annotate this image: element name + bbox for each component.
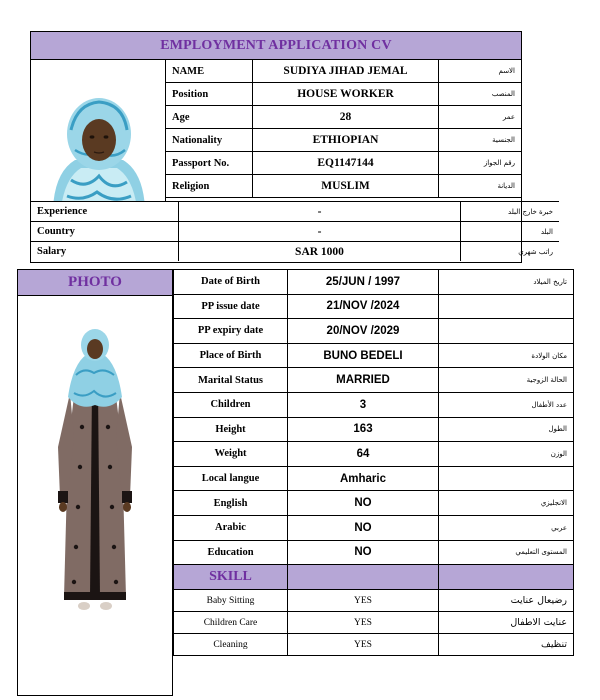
- field-value: SUDIYA JIHAD JEMAL: [252, 60, 438, 83]
- field-value: EQ1147144: [252, 152, 438, 175]
- field-label-arabic: [439, 466, 574, 491]
- field-value: 3: [288, 392, 439, 417]
- table-row: [174, 491, 574, 516]
- field-label: Local langue: [174, 466, 288, 491]
- field-value: BUNO BEDELI: [288, 343, 439, 368]
- photo-title: PHOTO: [68, 274, 122, 290]
- table-row: [174, 319, 574, 344]
- headshot-photo: [31, 60, 166, 201]
- field-value: -: [179, 202, 461, 222]
- field-label: Date of Birth: [174, 270, 288, 295]
- field-label-arabic: راتب شهري: [461, 242, 560, 262]
- field-label: PP expiry date: [174, 319, 288, 344]
- full-photo-panel: [17, 269, 173, 696]
- table-row: [174, 417, 574, 442]
- table-row: [166, 60, 521, 83]
- skill-header-row: [174, 565, 574, 590]
- field-label-arabic: عمر: [439, 106, 521, 129]
- field-value: -: [179, 222, 461, 242]
- field-label: Education: [174, 540, 288, 565]
- skill-value: YES: [288, 634, 439, 656]
- table-row: [166, 106, 521, 129]
- details-table: [173, 269, 574, 656]
- headshot-image: [31, 60, 165, 201]
- field-label-arabic: عربي: [439, 515, 574, 540]
- field-label-arabic: الحالة الزوجية: [439, 368, 574, 393]
- photo-header: [18, 270, 172, 296]
- table-row: [174, 294, 574, 319]
- title-bar: [31, 32, 521, 60]
- field-value: 163: [288, 417, 439, 442]
- skill-value: YES: [288, 612, 439, 634]
- field-label-arabic: [439, 294, 574, 319]
- skill-row: [174, 590, 574, 612]
- table-row: [166, 175, 521, 198]
- field-label-arabic: الوزن: [439, 442, 574, 467]
- skill-label: Cleaning: [174, 634, 288, 656]
- field-label: Religion: [166, 175, 252, 198]
- table-row: [31, 222, 559, 242]
- field-label: Marital Status: [174, 368, 288, 393]
- field-value: NO: [288, 515, 439, 540]
- field-value: 25/JUN / 1997: [288, 270, 439, 295]
- field-value: HOUSE WORKER: [252, 83, 438, 106]
- table-row: [174, 466, 574, 491]
- field-label: Arabic: [174, 515, 288, 540]
- field-label: Weight: [174, 442, 288, 467]
- field-label-arabic: الاسم: [439, 60, 521, 83]
- table-row: [166, 129, 521, 152]
- field-label: English: [174, 491, 288, 516]
- table-row: [174, 270, 574, 295]
- table-row: [174, 515, 574, 540]
- field-value: MARRIED: [288, 368, 439, 393]
- field-value: SAR 1000: [179, 242, 461, 262]
- field-label-arabic: المنصب: [439, 83, 521, 106]
- field-label: PP issue date: [174, 294, 288, 319]
- field-label: Experience: [31, 202, 179, 222]
- skill-title: SKILL: [174, 565, 288, 590]
- skill-label: Baby Sitting: [174, 590, 288, 612]
- field-value: ETHIOPIAN: [252, 129, 438, 152]
- experience-table: [31, 201, 559, 261]
- skill-label-arabic: عنايت الاطفال: [439, 612, 574, 634]
- field-label: Salary: [31, 242, 179, 262]
- table-row: [166, 152, 521, 175]
- field-label-arabic: الانجليزي: [439, 491, 574, 516]
- field-value: Amharic: [288, 466, 439, 491]
- field-label: Place of Birth: [174, 343, 288, 368]
- field-value: 64: [288, 442, 439, 467]
- field-label: Country: [31, 222, 179, 242]
- table-row: [31, 202, 559, 222]
- field-label-arabic: [439, 319, 574, 344]
- field-label: Nationality: [166, 129, 252, 152]
- field-label: Position: [166, 83, 252, 106]
- field-value: NO: [288, 540, 439, 565]
- field-label: Height: [174, 417, 288, 442]
- table-row: [174, 540, 574, 565]
- personal-info-table: [166, 60, 521, 198]
- full-body-photo: [18, 297, 172, 695]
- table-row: [174, 442, 574, 467]
- field-label-arabic: البلد: [461, 222, 560, 242]
- field-value: MUSLIM: [252, 175, 438, 198]
- skill-row: [174, 634, 574, 656]
- field-label-arabic: الطول: [439, 417, 574, 442]
- field-value: 21/NOV /2024: [288, 294, 439, 319]
- field-value: 28: [252, 106, 438, 129]
- skill-label-arabic: تنظيف: [439, 634, 574, 656]
- field-label-arabic: خبرة خارج البلد: [461, 202, 560, 222]
- table-row: [31, 242, 559, 262]
- skill-header-spacer: [288, 565, 439, 590]
- field-label-arabic: الجنسية: [439, 129, 521, 152]
- table-row: [174, 343, 574, 368]
- page-title: EMPLOYMENT APPLICATION CV: [160, 37, 392, 53]
- field-label-arabic: الديانة: [439, 175, 521, 198]
- field-label-arabic: المستوى التعليمي: [439, 540, 574, 565]
- field-label-arabic: عدد الأطفال: [439, 392, 574, 417]
- skill-value: YES: [288, 590, 439, 612]
- field-value: 20/NOV /2029: [288, 319, 439, 344]
- skill-header-spacer: [439, 565, 574, 590]
- field-label: NAME: [166, 60, 252, 83]
- table-row: [174, 368, 574, 393]
- skill-label: Children Care: [174, 612, 288, 634]
- skill-row: [174, 612, 574, 634]
- field-label-arabic: تاريخ الميلاد: [439, 270, 574, 295]
- skill-label-arabic: رضيعال عنايت: [439, 590, 574, 612]
- field-label: Passport No.: [166, 152, 252, 175]
- table-row: [174, 392, 574, 417]
- field-label-arabic: رقم الجواز: [439, 152, 521, 175]
- field-label-arabic: مكان الولادة: [439, 343, 574, 368]
- field-label: Children: [174, 392, 288, 417]
- application-header-block: [30, 31, 553, 263]
- table-row: [166, 83, 521, 106]
- field-label: Age: [166, 106, 252, 129]
- field-value: NO: [288, 491, 439, 516]
